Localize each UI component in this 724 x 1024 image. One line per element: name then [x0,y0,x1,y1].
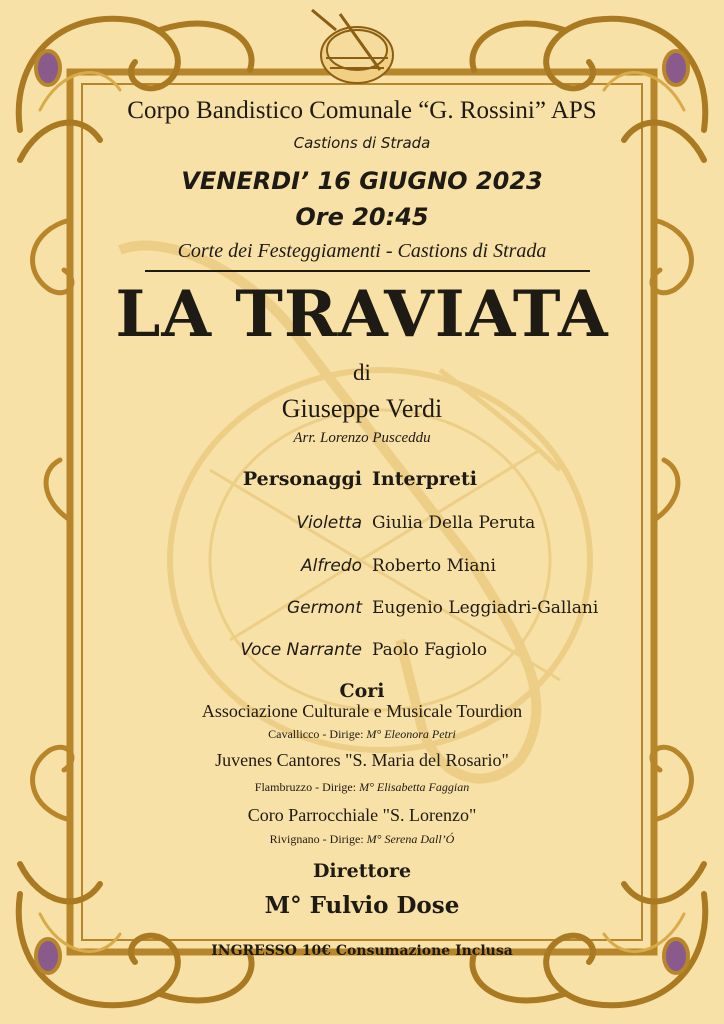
arranger-credit: Arr. Lorenzo Pusceddu [293,430,431,446]
choir-director: M° Elisabetta Faggian [359,780,470,794]
cast-header-actors: Interpreti [372,468,477,490]
choir-director: M° Serena Dall’Ó [366,832,455,846]
choir-name: Coro Parrocchiale "S. Lorenzo" [247,805,477,825]
di-label: di [353,360,371,385]
choir-place: Rivignano - Dirige: [269,832,364,846]
choir-director-line [0,727,724,742]
cast-role: Alfredo [301,556,362,576]
choir-name: Juvenes Cantores "S. Maria del Rosario" [215,750,509,770]
opera-title: LA TRAVIATA [115,277,609,352]
conductor-name: M° Fulvio Dose [264,892,460,919]
cast-actor: Eugenio Leggiadri-Gallani [372,598,599,618]
cast-actor: Roberto Miani [372,556,496,576]
organizer-location: Castions di Strada [293,134,431,152]
cast-actor: Giulia Della Peruta [372,513,536,533]
event-venue: Corte dei Festeggiamenti - Castions di Strada [177,240,547,262]
cast-role: Violetta [296,513,362,533]
choir-director-line [0,832,724,847]
organizer-name: Corpo Bandistico Comunale “G. Rossini” APS [127,97,597,124]
event-date: VENERDI’ 16 GIUGNO 2023 [181,167,543,195]
choir-place: Flambruzzo - Dirige: [254,780,357,794]
choir-name: Associazione Culturale e Musicale Tourdion [201,701,523,721]
composer-name: Giuseppe Verdi [281,394,443,423]
cast-header-roles: Personaggi [242,468,362,490]
choirs-heading: Cori [339,680,385,702]
event-time: Ore 20:45 [295,203,429,231]
choir-director: M° Eleonora Petri [366,727,456,741]
cast-role: Germont [286,598,362,618]
cast-actor: Paolo Fagiolo [372,640,488,660]
conductor-heading: Direttore [312,860,412,882]
admission-info: INGRESSO 10€ Consumazione Inclusa [211,943,513,959]
cast-role: Voce Narrante [240,640,362,660]
choir-director-line [0,780,724,795]
choir-place: Cavallicco - Dirige: [268,727,364,741]
